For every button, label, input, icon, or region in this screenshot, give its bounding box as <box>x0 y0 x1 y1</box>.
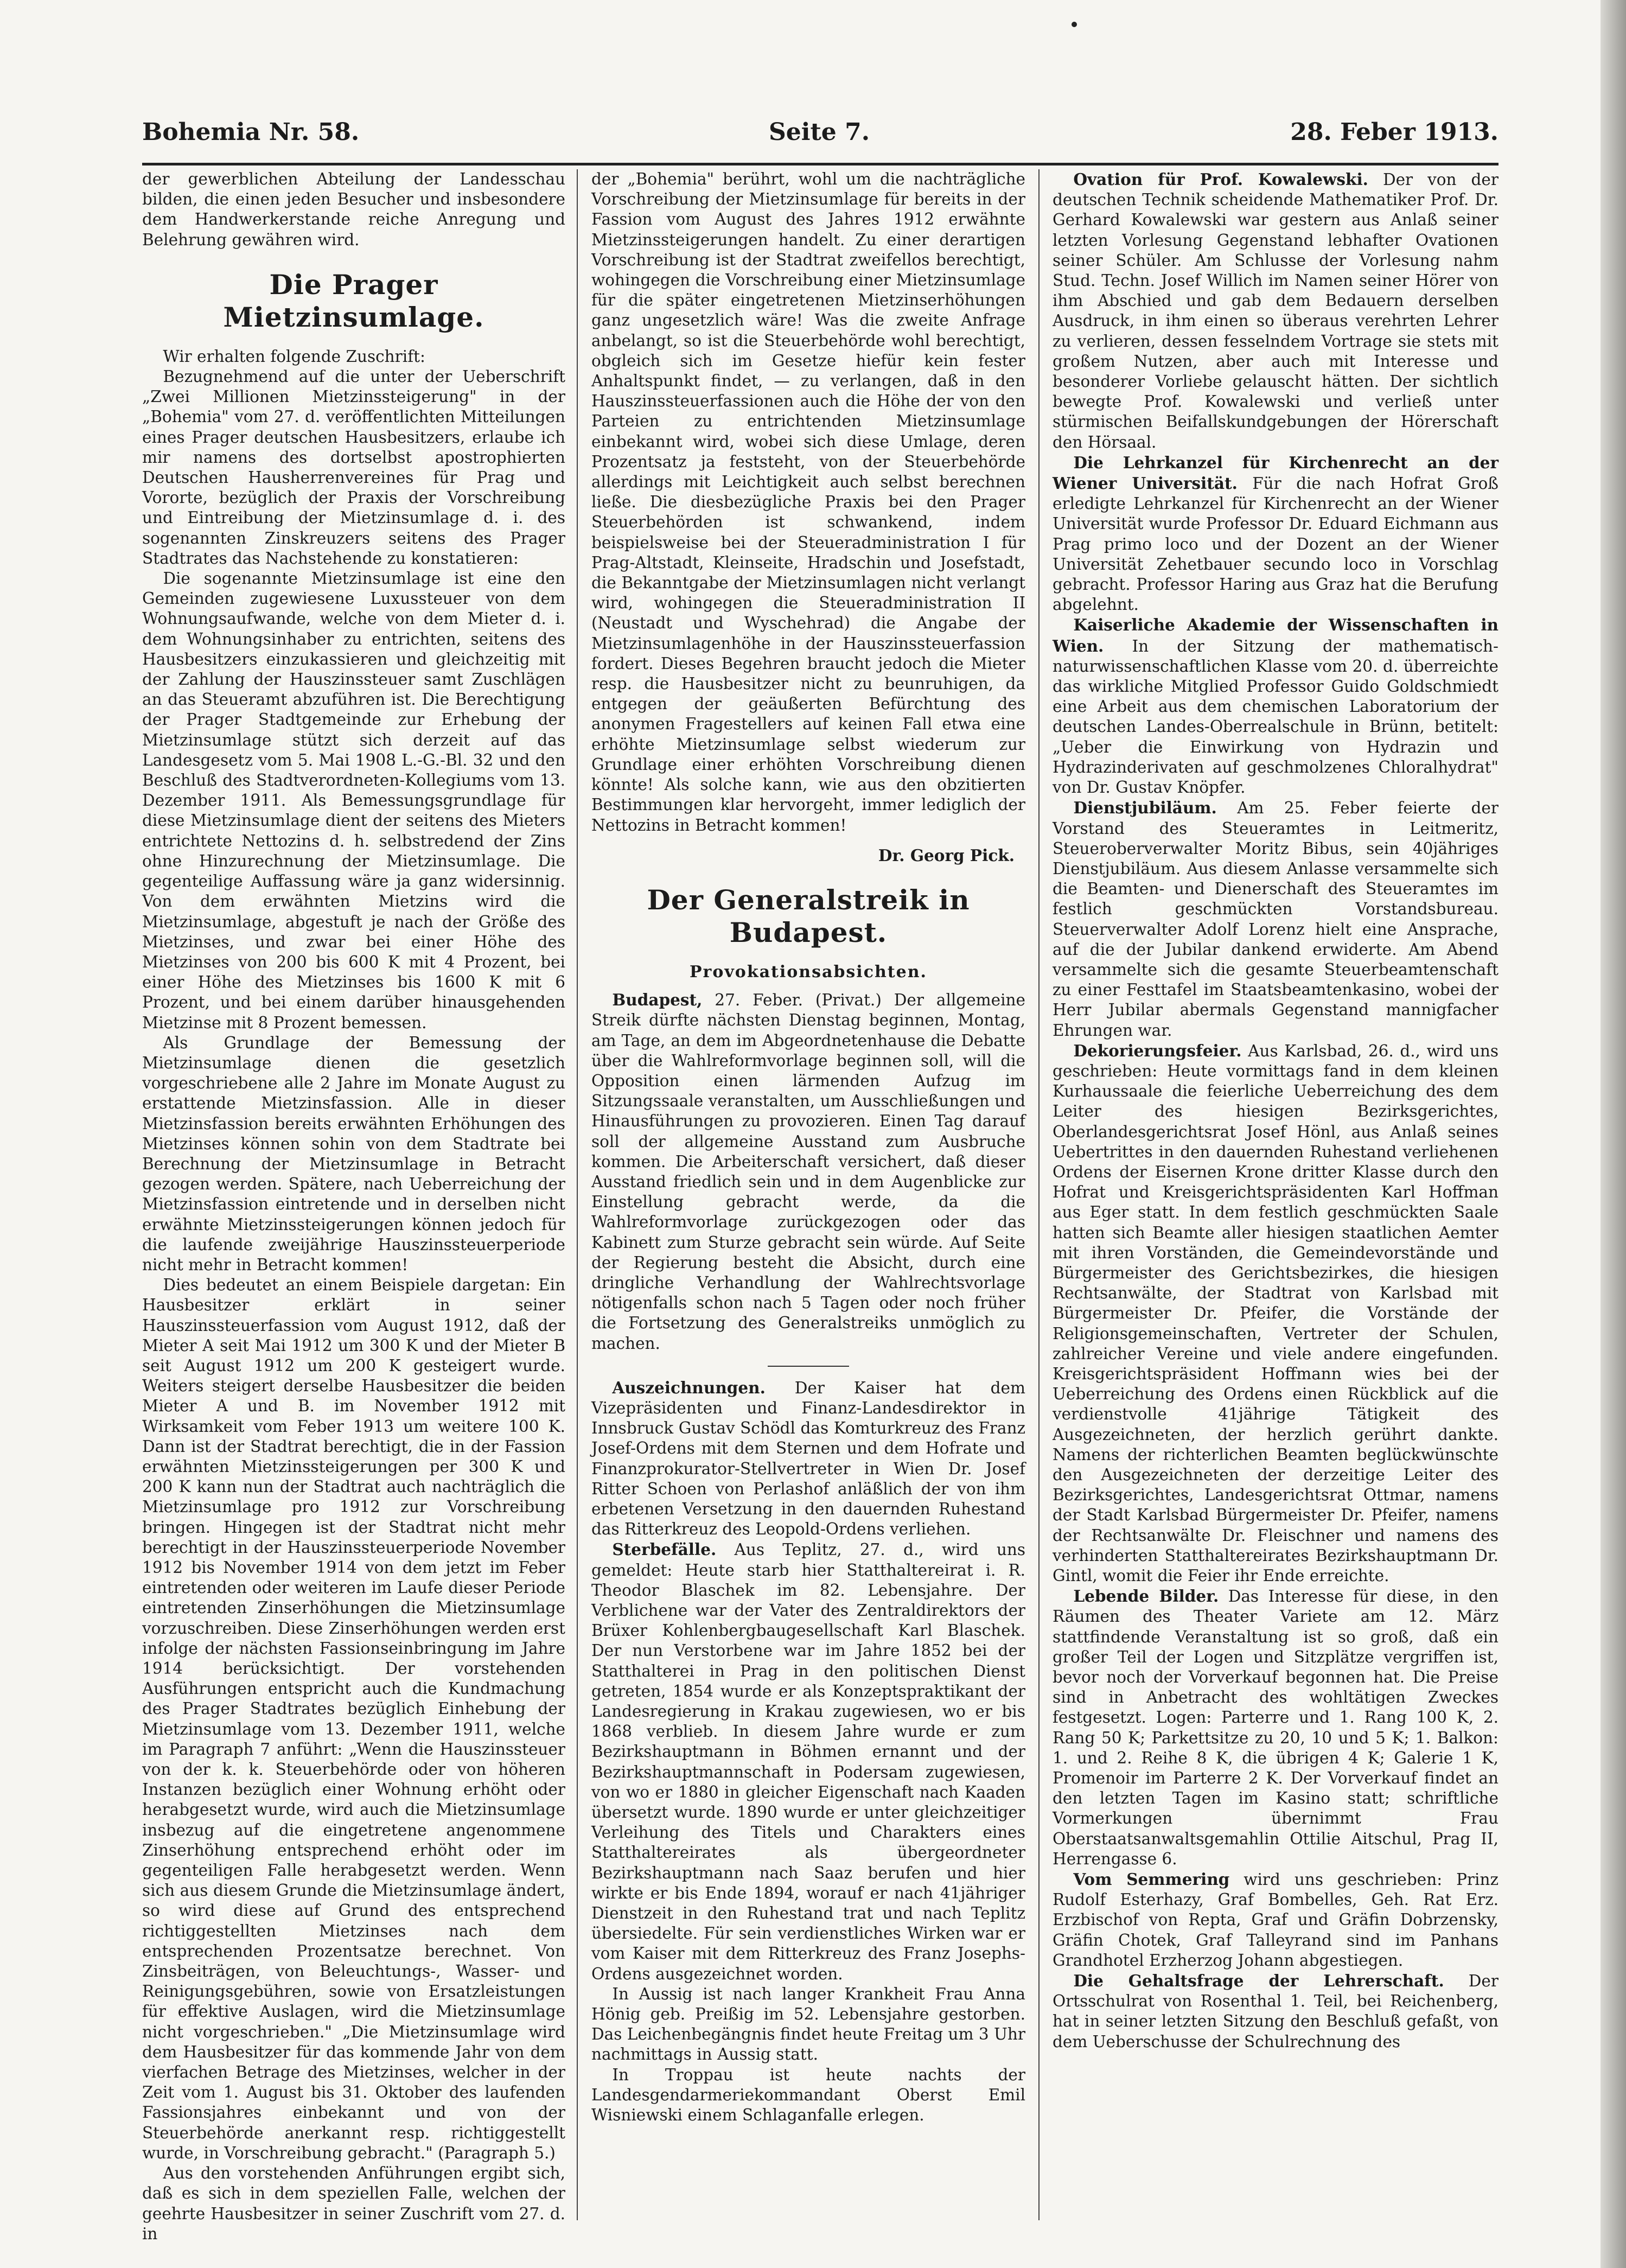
news-item <box>1053 1971 1499 2052</box>
news-item-text: Der Kaiser hat dem Vizepräsidenten und Finanz-Landesdirektor in Innsbruck Gustav Schödl das Komturkreuz des Franz Josef-Ordens mit dem Sternen und dem Hofrate und Finanzprokurator-Stellvertreter in Wien Dr. Josef Ritter Schoen von Perlashof anläßlich der von ihm erbetenen Versetzung in den dauernden Ruhestand das Ritterkreuz des Leopold-Ordens verliehen. <box>591 1378 1025 1539</box>
ink-spot <box>1072 22 1077 27</box>
paragraph-text: 27. Feber. (Privat.) Der allgemeine Streik dürfte nächsten Dienstag beginnen, Montag, am Tage, an dem im Abgeordnetenhause die Debatte über die Wahlreformvorlage beginnen soll, will die Opposition einen lärmenden Aufzug im Sitzungssaale veranstalten, um Ausschließungen und Hinausführungen zu provozieren. Einen Tag darauf soll der allgemeine Ausstand zum Ausbruche kommen. Die Arbeiterschaft versichert, daß dieser Ausstand friedlich sein und in dem Augenblicke zur Einstellung gebracht werde, da die Wahlreformvorlage zurückgezogen oder das Kabinett zum Sturze gebracht sein würde. Auf Seite der Regierung besteht die Absicht, durch eine dringliche Verhandlung der Wahlrechtsvorlage nötigenfalls schon nach 5 Tagen oder noch früher die Fortsetzung des Generalstreiks unmöglich zu machen. <box>591 991 1025 1353</box>
article-continuation: der gewerblichen Abteilung der Landesschau bilden, die einen jeden Besucher und insbesondere dem Handwerkerstande reiche Anregung und Belehrung gewähren wird. <box>142 170 565 249</box>
column-3 <box>1053 169 1499 2220</box>
article-title: Die Prager Mietzinsumlage. <box>223 268 484 333</box>
column-1 <box>142 169 565 2243</box>
news-item-heading: Lebende Bilder. <box>1073 1587 1219 1606</box>
news-item <box>1053 1041 1499 1586</box>
news-item-text: Für die nach Hofrat Groß erledigte Lehrkanzel für Kirchenrecht an der Wiener Universität wurde Professor Dr. Eduard Eichmann aus Prag primo loco und der Dozent an der Wiener Universität Zehetbauer secundo loco in Vorschlag gebracht. Professor Haring aus Graz hat die Berufung abgelehnt. <box>1053 474 1499 614</box>
paragraph: Wir erhalten folgende Zuschrift: <box>163 347 425 366</box>
news-item-text: Aus Karlsbad, 26. d., wird uns geschrieben: Heute vormittags fand in dem kleinen Kurhaussaale die feierliche Ueberreichung des dem Leiter des hiesigen Bezirksgerichtes, Oberlandesgerichtsrat Josef Hönl, aus Anlaß seines Uebertrittes in den dauernden Ruhestand verliehenen Ordens der Eisernen Krone dritter Klasse durch den Hofrat und Kreisgerichtspräsidenten Karl Hoffman aus Eger statt. In dem festlich geschmückten Saale hatten sich Beamte aller hiesigen staatlichen Aemter mit ihren Vorständen, die Gemeindevorstände und Bürgermeister des Gerichtsbezirkes, die hiesigen Rechtsanwälte, der Stadtrat von Karlsbad mit Bürgermeister Dr. Pfeifer, die Vorstände der Religionsgemeinschaften, Vertreter der Schulen, zahlreicher Vereine und viele andere eingefunden. Kreisgerichtspräsident Hoffmann wies bei der Ueberreichung des Ordens einen Rückblick auf die verdienstvolle 41jährige Tätigkeit des Ausgezeichneten, der herzlich gerührt dankte. Namens der richterlichen Beamten beglückwünschte den Ausgezeichneten der derzeitige Leiter des Bezirksgerichtes, Landesgerichtsrat Ottmar, namens der Stadt Karlsbad Bürgermeister Dr. Pfeifer, namens der Rechtsanwälte Dr. Fleischner und namens des verhinderten Statthaltereirates Bezirkshauptmann Dr. Gintl, womit die Feier ihr Ende erreichte. <box>1053 1041 1499 1585</box>
section-divider <box>768 1366 849 1367</box>
paragraph: Aus den vorstehenden Anführungen ergibt sich, daß es sich in dem speziellen Falle, welchen der geehrte Hausbesitzer in seiner Zuschrift vom 27. d. in <box>142 2164 565 2243</box>
news-item-heading: Die Lehrkanzel für Kirchenrecht an der Wiener Universität. <box>1053 453 1499 493</box>
news-item <box>1053 1869 1499 1971</box>
header-date: 28. Feber 1913. <box>1290 118 1499 146</box>
news-item-text: wird uns geschrieben: Prinz Rudolf Esterhazy, Graf Bombelles, Geh. Rat Erz. Erzbischof von Repta, Graf und Gräfin Dobrzensky, Gräfin Chotek, Graf Talleyrand sind im Panhans Grandhotel Erzherzog Johann abgestiegen. <box>1053 1870 1499 1970</box>
news-item-text: In der Sitzung der mathematisch-naturwissenschaftlichen Klasse vom 20. d. überreichte das wirkliche Mitglied Professor Guido Goldschmiedt eine Arbeit aus dem chemischen Laboratorium der deutschen Landes-Oberrealschule in Brünn, betitelt: „Ueber die Einwirkung von Hydrazin und Hydrazinderivaten auf geschmolzenes Chloralhydrat" von Dr. Gustav Knöpfer. <box>1053 636 1499 797</box>
paragraph: In Aussig ist nach langer Krankheit Frau Anna Hönig geb. Preißig im 52. Lebensjahre gestorben. Das Leichenbegängnis findet heute Freitag um 3 Uhr nachmittags in Aussig statt. <box>591 1984 1025 2064</box>
header-rule <box>142 163 1499 165</box>
column-rule <box>577 169 578 2220</box>
article-subtitle: Provokationsabsichten. <box>690 962 927 982</box>
news-item <box>1053 453 1499 615</box>
article-title: Der Generalstreik in Budapest. <box>647 883 970 948</box>
page-header <box>142 118 1499 156</box>
paragraph: Die sogenannte Mietzinsumlage ist eine den Gemeinden zugewiesene Luxussteuer von dem Wohnungsaufwande, welche von dem Mieter d. i. dem Wohnungsinhaber zu entrichten, seitens des Hausbesitzers einzukassieren und gleichzeitig mit der Zahlung der Hauszinssteuer samt Zuschlägen an das Steueramt abzuführen ist. Die Berechtigung der Prager Stadtgemeinde zur Erhebung der Mietzinsumlage stützt sich derzeit auf das Landesgesetz vom 5. Mai 1908 L.-G.-Bl. 32 und den Beschluß des Stadtverordneten-Kollegiums vom 13. Dezember 1911. Als Bemessungsgrundlage für diese Mietzinsumlage dient der seitens des Mieters entrichtete Nettozins d. h. selbstredend der Zins ohne Hinzurechnung der Mietzinsumlage. Die gegenteilige Auffassung wäre ja ganz widersinnig. Von dem erwähnten Mietzins wird die Mietzinsumlage, abgestuft je nach der Größe des Mietzinses, und zwar bei einer Höhe des Mietzinses von 200 bis 600 K mit 4 Prozent, bei einer Höhe des Mietzinses bis 1600 K mit 6 Prozent, und bei einem darüber hinausgehenden Mietzinse mit 8 Prozent bemessen. <box>142 569 565 1032</box>
news-item-text: Das Interesse für diese, in den Räumen des Theater Variete am 12. März stattfindende Veranstaltung ist so groß, daß ein großer Teil der Logen und Sitzplätze vergriffen ist, bevor noch der Vorverkauf begonnen hat. Die Preise sind in Anbetracht des wohltätigen Zweckes festgesetzt. Logen: Parterre und 1. Rang 100 K, 2. Rang 50 K; Parkettsitze zu 20, 10 und 5 K; 1. Balkon: 1. und 2. Reihe 8 K, die übrigen 4 K; Galerie 1 K, Promenoir im Parterre 2 K. Der Vorverkauf findet an den letzten Tagen im Kasino statt; schriftliche Vormerkungen übernimmt Frau Oberstaatsanwaltsgemahlin Ottilie Aitschul, Prag II, Herrengasse 6. <box>1053 1587 1499 1868</box>
news-item <box>1053 798 1499 1040</box>
news-item-text: Aus Teplitz, 27. d., wird uns gemeldet: Heute starb hier Statthaltereirat i. R. Theodor Blaschek im 82. Lebensjahre. Der Verblichene war der Vater des Zentraldirektors der Brüxer Kohlenbergbaugesellschaft Karl Blaschek. Der nun Verstorbene war im Jahre 1852 bei der Statthalterei in Prag in den politischen Dienst getreten, 1854 wurde er als Konzeptspraktikant der Landesregierung in Krakau zugewiesen, wo er bis 1868 verblieb. In diesem Jahre wurde er zum Bezirkshauptmann in Böhmen ernannt und der Bezirkshauptmannschaft in Podersam zugewiesen, von wo er 1880 in gleicher Eigenschaft nach Kaaden übersetzt wurde. 1890 wurde er unter gleichzeitiger Verleihung des Titels und Charakters eines Statthaltereirates als übergeordneter Bezirkshauptmann nach Saaz berufen und hier wirkte er bis Ende 1894, worauf er nach 41jähriger Dienstzeit in den Ruhestand trat und nach Teplitz übersiedelte. Für sein verdienstliches Wirken war er vom Kaiser mit dem Ritterkreuz des Franz Josephs-Ordens ausgezeichnet worden. <box>591 1540 1025 1983</box>
news-item-heading: Kaiserliche Akademie der Wissenschaften in Wien. <box>1053 615 1499 655</box>
article-signature: Dr. Georg Pick. <box>878 845 1015 865</box>
paragraph: der „Bohemia" berührt, wohl um die nachträgliche Vorschreibung der Mietzinsumlage für bereits in der Fassion vom August des Jahres 1912 erwähnte Mietzinssteigerungen handelt. Zu einer derartigen Vorschreibung ist der Stadtrat zweifellos berechtigt, wohingegen die Vorschreibung einer Mietzinsumlage für die später eingetretenen Mietzinserhöhungen ganz ungesetzlich wäre! Was die zweite Anfrage anbelangt, so ist die Steuerbehörde wohl berechtigt, obgleich sich im Gesetze hiefür kein fester Anhaltspunkt findet, — zu verlangen, daß in den Hauszinssteuerfassionen auch die Höhe der von den Parteien zu entrichtenden Mietzinsumlage einbekannt wird, wobei sich diese Umlage, deren Prozentsatz ja feststeht, von der Steuerbehörde allerdings mit Leichtigkeit auch selbst berechnen ließe. Die diesbezügliche Praxis bei den Prager Steuerbehörden ist schwankend, indem beispielsweise bei der Steueradministration I für Prag-Altstadt, Kleinseite, Hradschin und Josefstadt, die Bekanntgabe der Mietzinsumlagen nicht verlangt wird, wohingegen die Steueradministration II (Neustadt und Wyschehrad) die Angabe der Mietzinsumlagenhöhe in der Hauszinssteuerfassion fordert. Dieses Begehren braucht jedoch die Mieter resp. die Hausbesitzer nicht zu beunruhigen, da entgegen der geäußerten Befürchtung des anonymen Fragestellers auf keinen Fall etwa eine erhöhte Mietzinsumlage selbst wiederum zur Grundlage einer erhöhten Vorschreibung dienen könnte! Als solche kann, wie aus den obzitierten Bestimmungen klar hervorgeht, immer lediglich der Nettozins in Betracht kommen! <box>591 170 1025 834</box>
dateline: Budapest, <box>612 990 703 1010</box>
news-item <box>1053 1586 1499 1869</box>
news-item-heading: Dekorierungsfeier. <box>1073 1041 1242 1060</box>
news-item-heading: Dienstjubiläum. <box>1073 798 1217 818</box>
news-item-text: Der Ortsschulrat von Rosenthal 1. Teil, bei Reichenberg, hat in seiner letzten Sitzung den Beschluß gefaßt, von dem Ueberschusse der Schulrechnung des <box>1053 1972 1499 2051</box>
news-item <box>591 1378 1025 1540</box>
news-item-heading: Sterbefälle. <box>612 1540 717 1559</box>
news-item-heading: Ovation für Prof. Kowalewski. <box>1073 170 1368 189</box>
news-item-heading: Auszeichnungen. <box>612 1378 766 1397</box>
news-item-text: Der von der deutschen Technik scheidende Mathematiker Prof. Dr. Gerhard Kowalewski war gestern aus Anlaß seiner letzten Vorlesung Gegenstand lebhafter Ovationen seiner Schüler. Am Schlusse der Vorlesung nahm Stud. Techn. Josef Willich im Namen seiner Hörer von ihm Abschied und gab dem Bedauern derselben Ausdruck, in ihm einen so überaus verehrten Lehrer zu verlieren, dessen fesselndem Vortrage sie stets mit großem Nutzen, aber auch mit Interesse und besonderer Vorliebe gelauscht hätten. Der sichtlich bewegte Prof. Kowalewski und verließ unter stürmischen Beifallskundgebungen der Hörerschaft den Hörsaal. <box>1053 170 1499 451</box>
news-item <box>1053 169 1499 453</box>
news-item-heading: Die Gehaltsfrage der Lehrerschaft. <box>1073 1971 1444 1991</box>
news-item-heading: Vom Semmering <box>1073 1870 1230 1889</box>
paragraph: Als Grundlage der Bemessung der Mietzinsumlage dienen die gesetzlich vorgeschriebene alle 2 Jahre im Monate August zu erstattende Mietzinsfassion. Alle in dieser Mietzinsfassion bereits erwähnten Erhöhungen des Mietzinses können sohin von dem Stadtrate bei Berechnung der Mietzinsumlage in Betracht gezogen werden. Spätere, nach Ueberreichung der Mietzinsfassion eintretende und in derselben nicht erwähnte Mietzinssteigerungen können jedoch für die laufende zweijährige Hauszinssteuerperiode nicht mehr in Betracht kommen! <box>142 1033 565 1274</box>
news-item-text: Am 25. Feber feierte der Vorstand des Steueramtes in Leitmeritz, Steueroberverwalter Moritz Bibus, sein 40jähriges Dienstjubiläum. Aus diesem Anlasse versammelte sich die Beamten- und Dienerschaft des Steueramtes im festlich geschmückten Vorstandsbureau. Steuerverwalter Adolf Lorenz hielt eine Ansprache, auf die der Jubilar dankend erwiderte. Am Abend versammelte sich die gesamte Steuerbeamtenschaft zu einer Festtafel im Staatsbeamtenkasino, wobei der Herr Jubilar abermals Gegenstand mannigfacher Ehrungen war. <box>1053 799 1499 1040</box>
column-2 <box>591 169 1025 2220</box>
news-item <box>1053 615 1499 798</box>
paragraph: In Troppau ist heute nachts der Landesgendarmeriekommandant Oberst Emil Wisniewski einem Schlaganfalle erlegen. <box>591 2065 1025 2125</box>
column-rule <box>1038 169 1040 2220</box>
page-edge-shadow <box>1601 0 1626 2268</box>
header-issue: Bohemia Nr. 58. <box>142 118 360 146</box>
header-page-number: Seite 7. <box>769 118 870 146</box>
paragraph: Dies bedeutet an einem Beispiele dargetan: Ein Hausbesitzer erklärt in seiner Hauszinssteuerfassion vom August 1912, daß der Mieter A seit Mai 1912 um 300 K und der Mieter B seit August 1912 um 200 K gesteigert wurde. Weiters steigert derselbe Hausbesitzer die beiden Mieter A und B. im November 1912 mit Wirksamkeit vom Feber 1913 um weitere 100 K. Dann ist der Stadtrat berechtigt, die in der Fassion erwähnten Mietzinssteigerungen per 300 K und 200 K kann nun der Stadtrat auch nachträglich die Mietzinsumlage pro 1912 zur Vorschreibung bringen. Hingegen ist der Stadtrat nicht mehr berechtigt in der Hauszinssteuerperiode November 1912 bis November 1914 von dem jetzt im Feber eintretenden oder weiteren im Laufe dieser Periode eintretenden Zinserhöhungen die Mietzinsumlage vorzuschreiben. Diese Zinserhöhungen werden erst infolge der nächsten Fassionseinbringung im Jahre 1914 berücksichtigt. Der vorstehenden Ausführungen entspricht auch die Kundmachung des Prager Stadtrates bezüglich Einhebung der Mietzinsumlage vom 13. Dezember 1911, welche im Paragraph 7 anführt: „Wenn die Hauszinssteuer von der k. k. Steuerbehörde oder von höheren Instanzen bezüglich einer Wohnung erhöht oder herabgesetzt wurde, wird auch die Mietzinsumlage insbezug auf die eingetretene angenommene Zinserhöhung entsprechend erhöht oder im gegenteiligen Falle herabgesetzt werden. Wenn sich aus diesem Grunde die Mietzinsumlage ändert, so wird diese auf Grund des entsprechend richtiggestellten Mietzinses nach dem entsprechenden Prozentsatze berechnet. Von Zinsbeiträgen, von Beleuchtungs-, Wasser- und Reinigungsgebühren, sowie von Ersatzleistungen für effektive Auslagen, wird die Mietzinsumlage nicht vorgeschrieben." „Die Mietzinsumlage wird dem Hausbesitzer für das kommende Jahr von dem vierfachen Betrage des Mietzinses, welcher in der Zeit vom 1. August bis 31. Oktober des laufenden Fassionsjahres einbekannt und von der Steuerbehörde anerkannt resp. richtiggestellt wurde, in Vorschreibung gebracht." (Paragraph 5.) <box>142 1276 565 2162</box>
news-item <box>591 1539 1025 1984</box>
paragraph <box>591 990 1025 1354</box>
paragraph: Bezugnehmend auf die unter der Ueberschrift „Zwei Millionen Mietzinssteigerung" in der „Bohemia" vom 27. d. veröffentlichten Mitteilungen eines Prager deutschen Hausbesitzers, erlaube ich mir namens des dortselbst apostrophierten Deutschen Hausherrenvereines für Prag und Vororte, bezüglich der Praxis der Vorschreibung und Eintreibung der Mietzinsumlage d. i. des sogenannten Zinskreuzers seitens des Prager Stadtrates das Nachstehende zu konstatieren: <box>142 367 565 568</box>
